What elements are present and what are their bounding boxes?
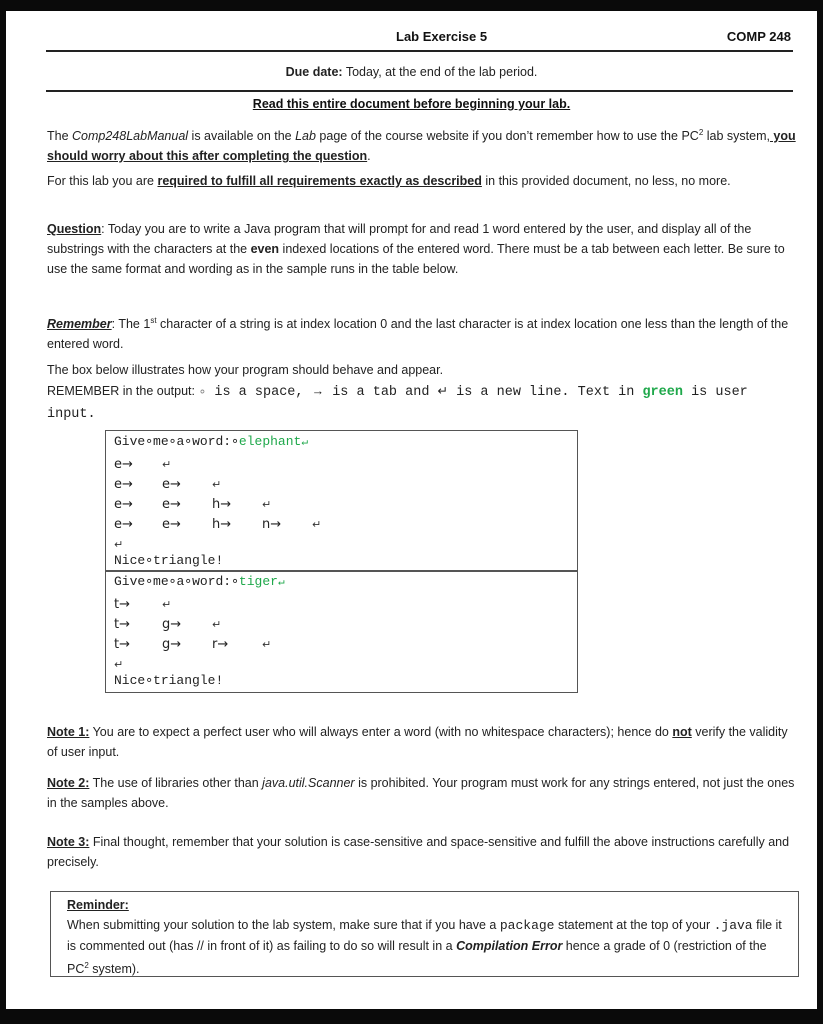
note-3: Note 3: Final thought, remember that your solution is case-sensitive and space-sensitive and fulfill the above instructions carefully and precisely.: [47, 835, 790, 869]
space-symbol: ∘: [198, 384, 207, 398]
intro-paragraph-1: The Comp248LabManual is available on the Lab page of the course website if you don’t remember how to use the $PC^2$ lab system, you should worry about this after completing the question.: [47, 128, 796, 164]
sample-run-elephant: Give∘me∘a∘word:∘elephant↵ e→ ↵ e→ e→ ↵ e→ e→ h→ ↵ e→ e→ h→ n→ ↵ ↵ Nice∘triangle!: [105, 430, 578, 572]
tab-symbol: →: [311, 384, 325, 398]
reminder-text: When submitting your solution to the lab system, make sure that if you have a package statement at the top of your .java file it is commented out (has // in front of it) as failing to do so will result in a Compilation Error hence a grade of 0 (restriction of the $PC^2$ system).: [67, 918, 782, 977]
prompt-line: Give∘me∘a∘word:∘tiger↵: [114, 574, 285, 589]
note-2: Note 2: The use of libraries other than java.util.Scanner is prohibited. Your program must work for any strings entered, not just the ones in the samples above.: [47, 776, 795, 810]
end-line: Nice∘triangle!: [114, 553, 224, 568]
header-rule: [46, 50, 793, 52]
box-intro-line1: The box below illustrates how your program should behave and appear.: [47, 363, 444, 377]
reminder-title: Reminder:: [67, 898, 129, 912]
sample-run-tiger: Give∘me∘a∘word:∘tiger↵ t→ ↵ t→ g→ ↵ t→ g→ r→ ↵ ↵ Nice∘triangle!: [105, 570, 578, 693]
remember-paragraph: Remember: The 1st character of a string is at index location 0 and the last character is at index location one less than the length of the entered word.: [47, 316, 789, 352]
newline-symbol: ↵: [437, 384, 449, 398]
header-title: Lab Exercise 5: [396, 29, 488, 44]
note-1: Note 1: You are to expect a perfect user who will always enter a word (with no whitespace characters); hence do not verify the validity of user input.: [47, 725, 788, 759]
due-date: Due date: Today, at the end of the lab period.: [285, 65, 538, 79]
header-course: COMP 248: [726, 29, 791, 44]
reminder-box: [50, 891, 799, 977]
question-paragraph: Question: Today you are to write a Java program that will prompt for and read 1 word entered by the user, and display all of the substrings with the characters at the even indexed locations of the entered word. There must be a tab between each letter. Be sure to use the same format and wording as in the sample runs in the table below.: [47, 222, 785, 276]
read-notice: Read this entire document before beginning your lab.: [252, 97, 571, 111]
prompt-line: Give∘me∘a∘word:∘elephant↵: [114, 434, 308, 449]
intro-paragraph-2: For this lab you are required to fulfill all requirements exactly as described in this provided document, no less, no more.: [47, 174, 731, 188]
box-intro-legend: REMEMBER in the output: ∘ is a space, → is a tab and ↵ is a new line. Text in green is user input.: [47, 384, 748, 422]
end-line: Nice∘triangle!: [114, 673, 224, 688]
due-rule: [46, 90, 793, 92]
document-page: [6, 11, 817, 1009]
